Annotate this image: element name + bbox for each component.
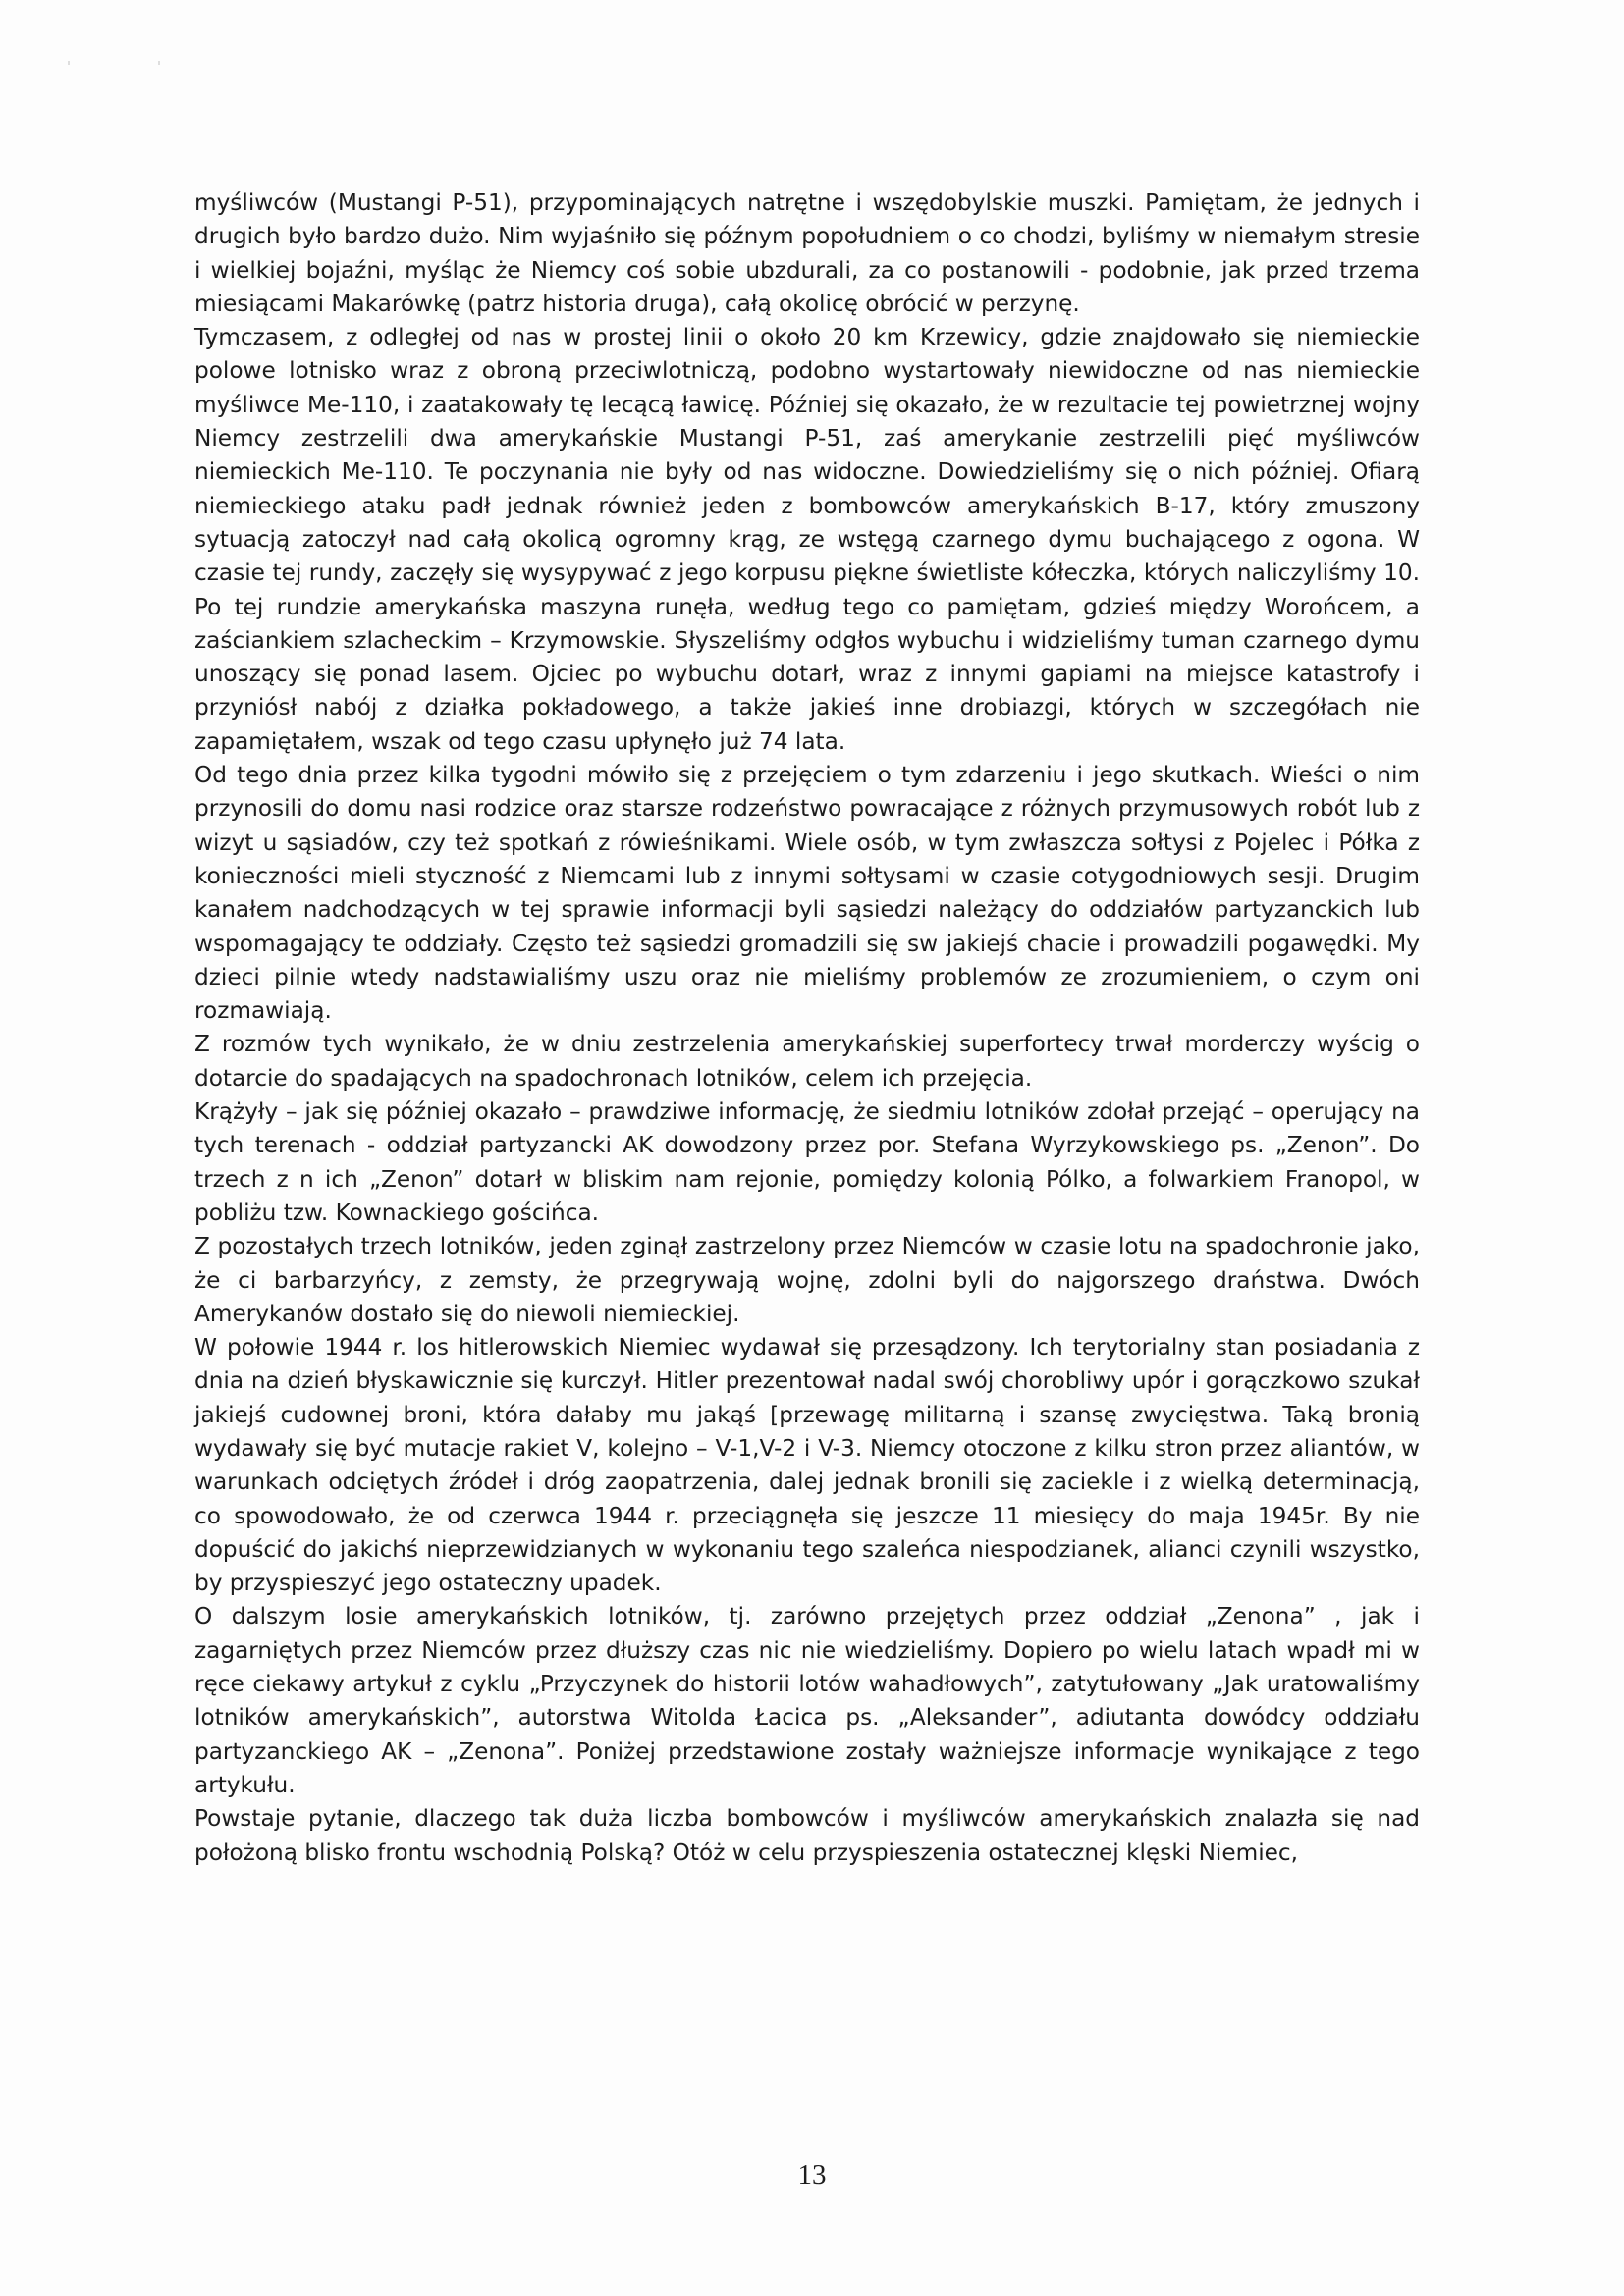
- paragraph: Powstaje pytanie, dlaczego tak duża liczba bombowców i myśliwców amerykańskich znalazła się nad położoną blisko frontu wschodnią Polską? Otóż w celu przyspieszenia ostatecznej klęski Niemiec,: [194, 1805, 1420, 1866]
- paragraph: myśliwców (Mustangi P-51), przypominających natrętne i wszędobylskie muszki. Pamiętam, że jednych i drugich było bardzo dużo. Nim wyjaśniło się późnym popołudniem o co chodzi, byliśmy w niemałym stresie i wielkiej bojaźni, myśląc że Niemcy coś sobie ubzdurali, za co postanowili - podobnie, jak przed trzema miesiącami Makarówkę (patrz historia druga), całą okolicę obrócić w perzynę.: [194, 189, 1420, 317]
- paragraph: Z pozostałych trzech lotników, jeden zginął zastrzelony przez Niemców w czasie lotu na spadochronie jako, że ci barbarzyńcy, z zemsty, że przegrywają wojnę, zdolni byli do najgorszego draństwa. Dwóch Amerykanów dostało się do niewoli niemieckiej.: [194, 1233, 1420, 1327]
- page-number: 13: [797, 2160, 827, 2191]
- paragraph: O dalszym losie amerykańskich lotników, tj. zarówno przejętych przez oddział „Zenona” , jak i zagarniętych przez Niemców przez dłuższy czas nic nie wiedzieliśmy. Dopiero po wielu latach wpadł mi w ręce ciekawy artykuł z cyklu „Przyczynek do historii lotów wahadłowych”, zatytułowany „Jak uratowaliśmy lotników amerykańskich”, autorstwa Witolda Łacica ps. „Aleksander”, adiutanta dowódcy oddziału partyzanckiego AK – „Zenona”. Poniżej przedstawione zostały ważniejsze informacje wynikające z tego artykułu.: [194, 1603, 1420, 1798]
- paragraph: Krążyły – jak się później okazało – prawdziwe informację, że siedmiu lotników zdołał przejąć – operujący na tych terenach - oddział partyzancki AK dowodzony przez por. Stefana Wyrzykowskiego ps. „Zenon”. Do trzech z n ich „Zenon” dotarł w bliskim nam rejonie, pomiędzy kolonią Pólko, a folwarkiem Franopol, w pobliżu tzw. Kownackiego gościńca.: [194, 1098, 1420, 1226]
- paragraph: Tymczasem, z odległej od nas w prostej linii o około 20 km Krzewicy, gdzie znajdowało się niemieckie polowe lotnisko wraz z obroną przeciwlotniczą, podobno wystartowały niewidoczne od nas niemieckie myśliwce Me-110, i zaatakowały tę lecącą ławicę. Później się okazało, że w rezultacie tej powietrznej wojny Niemcy zestrzelili dwa amerykańskie Mustangi P-51, zaś amerykanie zestrzelili pięć myśliwców niemieckich Me-110. Te poczynania nie były od nas widoczne. Dowiedzieliśmy się o nich później. Ofiarą niemieckiego ataku padł jednak również jeden z bombowców amerykańskich B-17, który zmuszony sytuacją zatoczył nad całą okolicą ogromny krąg, ze wstęgą czarnego dymu buchającego z ogona. W czasie tej rundy, zaczęły się wysypywać z jego korpusu piękne świetliste kółeczka, których naliczyliśmy 10. Po tej rundzie amerykańska maszyna runęła, według tego co pamiętam, gdzieś między Worońcem, a zaściankiem szlacheckim – Krzymowskie. Słyszeliśmy odgłos wybuchu i widzieliśmy tuman czarnego dymu unoszący się ponad lasem. Ojciec po wybuchu dotarł, wraz z innymi gapiami na miejsce katastrofy i przyniósł nabój z działka pokładowego, a także jakieś inne drobiazgi, których w szczegółach nie zapamiętałem, wszak od tego czasu upłynęło już 74 lata.: [194, 324, 1420, 755]
- paragraph: Z rozmów tych wynikało, że w dniu zestrzelenia amerykańskiej superfortecy trwał morderczy wyścig o dotarcie do spadających na spadochronach lotników, celem ich przejęcia.: [194, 1031, 1420, 1092]
- paragraph: W połowie 1944 r. los hitlerowskich Niemiec wydawał się przesądzony. Ich terytorialny stan posiadania z dnia na dzień błyskawicznie się kurczył. Hitler prezentował nadal swój chorobliwy upór i gorączkowo szukał jakiejś cudownej broni, która dałaby mu jakąś [przewagę militarną i szansę zwycięstwa. Taką bronią wydawały się być mutacje rakiet V, kolejno – V-1,V-2 i V-3. Niemcy otoczone z kilku stron przez aliantów, w warunkach odciętych źródeł i dróg zaopatrzenia, dalej jednak bronili się zaciekle i z wielką determinacją, co spowodowało, że od czerwca 1944 r. przeciągnęła się jeszcze 11 miesięcy do maja 1945r. By nie dopuścić do jakichś nieprzewidzianych w wykonaniu tego szaleńca niespodzianek, alianci czynili wszystko, by przyspieszyć jego ostateczny upadek.: [194, 1334, 1420, 1597]
- body-text: [194, 187, 1420, 1870]
- scan-speck: [68, 61, 70, 65]
- paragraph: Od tego dnia przez kilka tygodni mówiło się z przejęciem o tym zdarzeniu i jego skutkach. Wieści o nim przynosili do domu nasi rodzice oraz starsze rodzeństwo powracające z różnych przymusowych robót lub z wizyt u sąsiadów, czy też spotkań z rówieśnikami. Wiele osób, w tym zwłaszcza sołtysi z Pojelec i Półka z konieczności mieli styczność z Niemcami lub z innymi sołtysami w czasie cotygodniowych sesji. Drugim kanałem nadchodzących w tej sprawie informacji byli sąsiedzi należący do oddziałów partyzanckich lub wspomagający te oddziały. Często też sąsiedzi gromadzili się sw jakiejś chacie i prowadzili pogawędki. My dzieci pilnie wtedy nadstawialiśmy uszu oraz nie mieliśmy problemów ze zrozumieniem, o czym oni rozmawiają.: [194, 762, 1420, 1025]
- scan-speck: [158, 61, 160, 65]
